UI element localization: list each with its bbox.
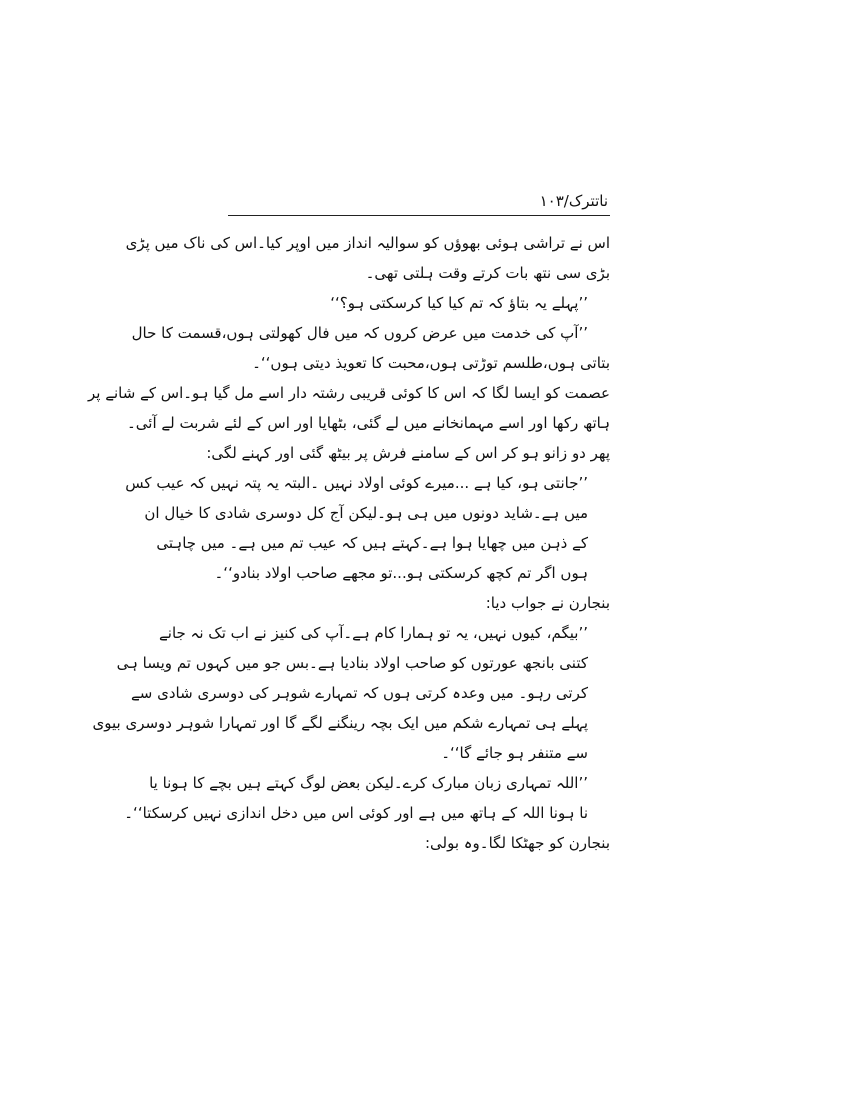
text-line: ’’بیگم، کیوں نہیں، یہ تو ہمارا کام ہے۔آپ کی کنیز نے اب تک نہ جانے xyxy=(158,624,588,642)
page-header xyxy=(228,188,610,214)
text-line: بڑی سی نتھ بات کرتے وقت ہلتی تھی۔ xyxy=(365,264,610,282)
book-page xyxy=(87,188,610,852)
text-line: ’’آپ کی خدمت میں عرض کروں کہ میں فال کھولتی ہوں،قسمت کا حال xyxy=(131,324,588,342)
text-line: کتنی بانجھ عورتوں کو صاحب اولاد بنادیا ہے۔بس جو میں کہوں تم ویسا ہی xyxy=(116,654,588,672)
text-line: اس نے تراشی ہوئی بھوؤں کو سوالیہ انداز میں اوپر کیا۔اس کی ناک میں پڑی xyxy=(125,234,610,252)
text-line: بنجارن کو جھٹکا لگا۔وہ بولی: xyxy=(424,834,610,852)
text-line: عصمت کو ایسا لگا کہ اس کا کوئی قریبی رشتہ دار اسے مل گیا ہو۔اس کے شانے پر xyxy=(87,384,610,402)
text-body xyxy=(87,228,610,858)
text-line: ہاتھ رکھا اور اسے مہمانخانے میں لے گئی، بٹھایا اور اس کے لئے شربت لے آئی۔ xyxy=(126,414,610,432)
text-line: بنجارن نے جواب دیا: xyxy=(485,594,610,612)
header-rule xyxy=(228,215,610,216)
text-line: ’’اللہ تمہاری زبان مبارک کرے۔لیکن بعض لوگ کہتے ہیں بچے کا ہونا یا xyxy=(149,774,588,792)
running-header: ناتترک/۱۰۳ xyxy=(539,192,608,210)
text-line: ’’پہلے یہ بتاؤ کہ تم کیا کیا کرسکتی ہو؟‘‘ xyxy=(330,294,588,312)
text-line: نا ہونا اللہ کے ہاتھ میں ہے اور کوئی اس میں دخل اندازی نہیں کرسکتا‘‘۔ xyxy=(124,804,588,822)
text-line: بتاتی ہوں،طلسم توڑتی ہوں،محبت کا تعویذ دیتی ہوں‘‘۔ xyxy=(252,354,610,372)
text-line: پھر دو زانو ہو کر اس کے سامنے فرش پر بیٹھ گئی اور کہنے لگی: xyxy=(206,444,610,462)
text-line: کرتی رہو۔ میں وعدہ کرتی ہوں کہ تمہارے شوہر کی دوسری شادی سے xyxy=(131,684,588,702)
text-line: ہوں اگر تم کچھ کرسکتی ہو...تو مجھے صاحب اولاد بنادو‘‘۔ xyxy=(214,564,588,582)
text-line: پہلے ہی تمہارے شکم میں ایک بچہ رینگنے لگے گا اور تمہارا شوہر دوسری بیوی xyxy=(92,714,588,732)
text-line: کے ذہن میں چھایا ہوا ہے۔کہتے ہیں کہ عیب تم میں ہے۔ میں چاہتی xyxy=(156,534,588,552)
text-line: سے متنفر ہو جائے گا‘‘۔ xyxy=(441,744,588,762)
text-line: میں ہے۔شاید دونوں میں ہی ہو۔لیکن آج کل دوسری شادی کا خیال ان xyxy=(144,504,588,522)
text-line: ’’جانتی ہو، کیا ہے ...میرے کوئی اولاد نہیں ۔البتہ یہ پتہ نہیں کہ عیب کس xyxy=(125,474,588,492)
